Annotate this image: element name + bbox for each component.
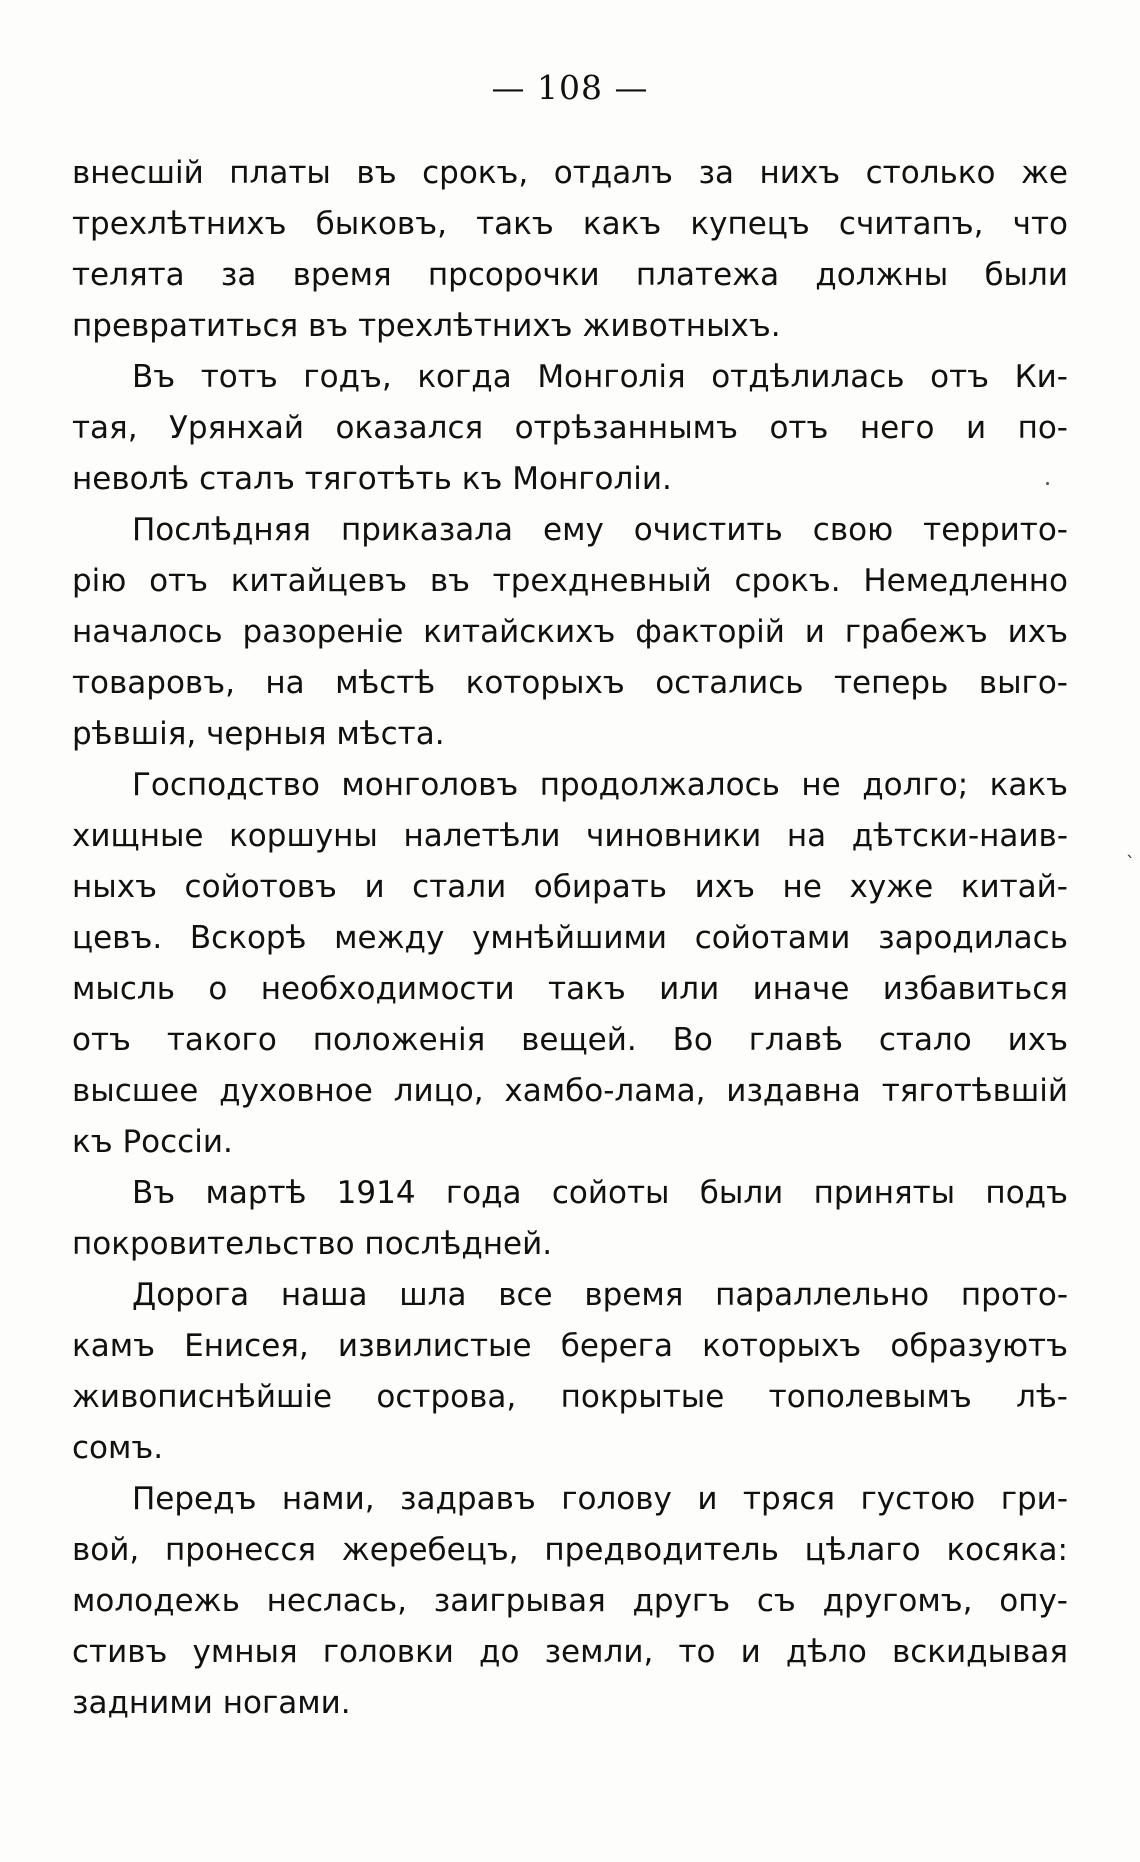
- text-line: цевъ. Вскорѣ между умнѣйшими сойотами зародилась: [72, 920, 1068, 956]
- text-line: задними ногами.: [72, 1685, 351, 1721]
- text-line: отъ такого положенія вещей. Во главѣ стало ихъ: [72, 1022, 1068, 1058]
- text-line: Послѣдняя приказала ему очистить свою террито-: [132, 512, 1068, 548]
- body-text: [72, 148, 1068, 1729]
- text-line: Въ мартѣ 1914 года сойоты были приняты подъ: [132, 1175, 1068, 1211]
- margin-mark: ˎ: [1126, 838, 1135, 859]
- text-line: началось разореніе китайскихъ факторій и грабежъ ихъ: [72, 614, 1068, 650]
- text-line: вой, пронесся жеребецъ, предводитель цѣлаго косяка:: [72, 1532, 1068, 1568]
- text-line: внесшій платы въ срокъ, отдалъ за нихъ столько же: [72, 155, 1068, 191]
- text-line: хищные коршуны налетѣли чиновники на дѣтски-наив-: [72, 818, 1068, 854]
- text-line: ныхъ сойотовъ и стали обирать ихъ не хуже китай-: [72, 869, 1068, 905]
- text-line: молодежь неслась, заигрывая другъ съ другомъ, опу-: [72, 1583, 1068, 1619]
- text-line: рію отъ китайцевъ въ трехдневный срокъ. Немедленно: [72, 563, 1068, 599]
- text-line: Господство монголовъ продолжалось не долго; какъ: [132, 767, 1068, 803]
- text-line: телята за время прсорочки платежа должны были: [72, 257, 1068, 293]
- text-line: стивъ умныя головки до земли, то и дѣло вскидывая: [72, 1634, 1068, 1670]
- text-line: товаровъ, на мѣстѣ которыхъ остались теперь выго-: [72, 665, 1068, 701]
- text-line: тая, Урянхай оказался отрѣзаннымъ отъ него и по-: [72, 410, 1068, 446]
- text-line: къ Россіи.: [72, 1124, 233, 1160]
- text-line: превратиться въ трехлѣтнихъ животныхъ.: [72, 308, 781, 344]
- text-line: сомъ.: [72, 1430, 164, 1466]
- text-line: неволѣ сталъ тяготѣть къ Монголіи.: [72, 461, 672, 497]
- text-line: Дорога наша шла все время параллельно прото-: [132, 1277, 1068, 1313]
- text-line: мысль о необходимости такъ или иначе избавиться: [72, 971, 1068, 1007]
- text-line: рѣвшія, черныя мѣста.: [72, 716, 445, 752]
- text-line: высшее духовное лицо, хамбо-лама, издавна тяготѣвшій: [72, 1073, 1068, 1109]
- text-line: живописнѣйшіе острова, покрытые тополевымъ лѣ-: [72, 1379, 1068, 1415]
- text-line: камъ Енисея, извилистые берега которыхъ образуютъ: [72, 1328, 1068, 1364]
- text-line: Передъ нами, задравъ голову и тряся густою гри-: [132, 1481, 1068, 1517]
- page-number: — 108 —: [491, 68, 649, 107]
- text-line: Въ тотъ годъ, когда Монголія отдѣлилась отъ Ки-: [132, 359, 1068, 395]
- text-line: трехлѣтнихъ быковъ, такъ какъ купецъ считапъ, что: [72, 206, 1068, 242]
- text-line: покровительство послѣдней.: [72, 1226, 553, 1262]
